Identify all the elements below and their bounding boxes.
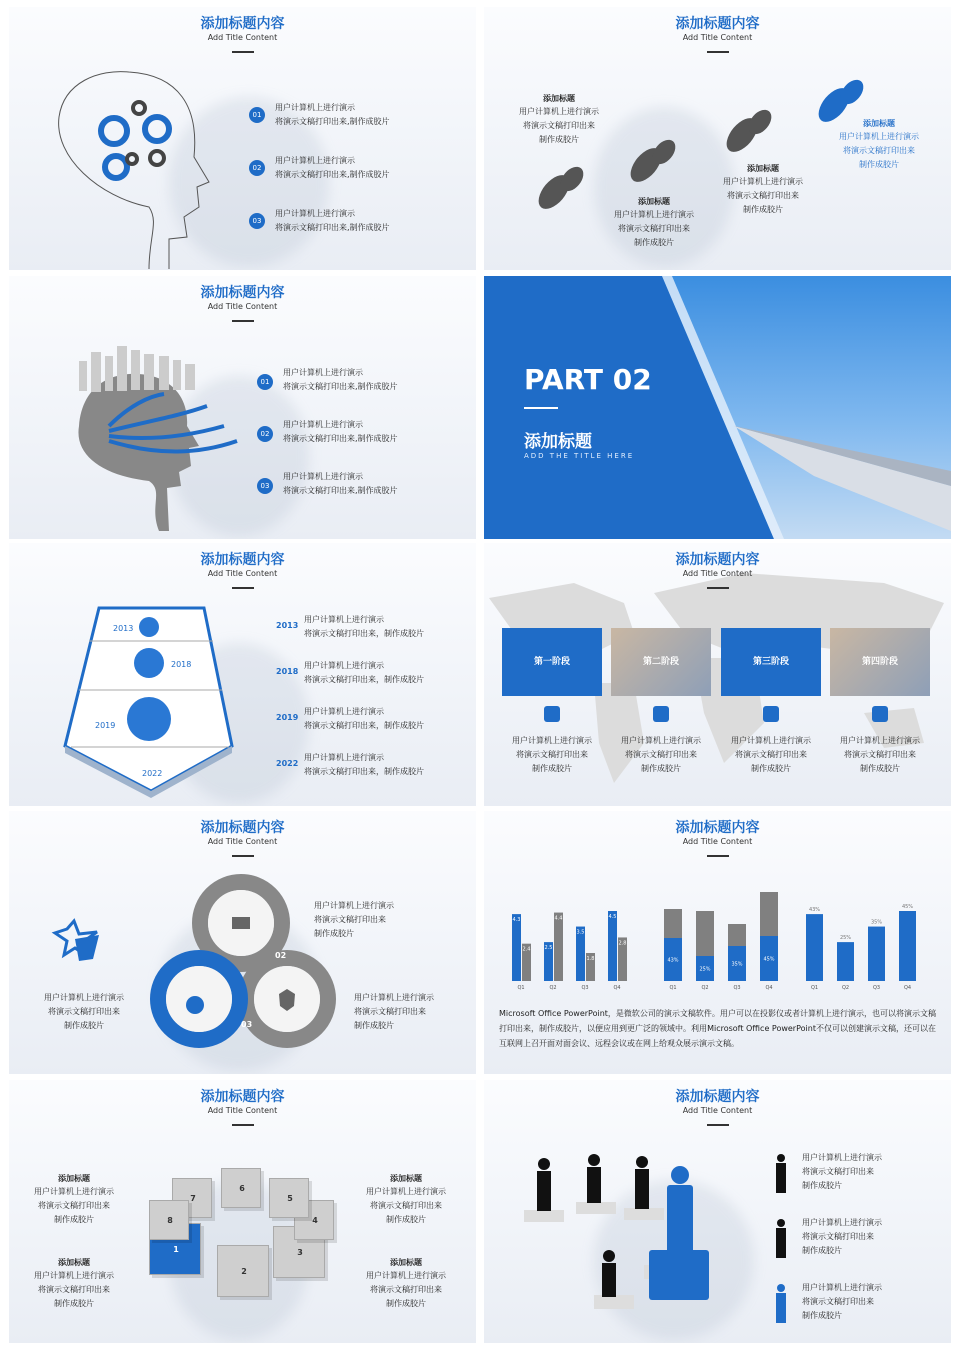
bar <box>760 892 778 936</box>
bar <box>664 909 682 938</box>
step-heading: 添加标题 <box>638 197 670 206</box>
slide-subtitle: Add Title Content <box>682 837 753 846</box>
cube-number: 1 <box>173 1245 179 1254</box>
item-number-badge: 03 <box>257 478 273 494</box>
ring-label: 02 <box>275 951 287 960</box>
funnel-year-label: 2013 <box>113 624 134 633</box>
cube <box>269 1178 309 1218</box>
bar <box>806 914 823 981</box>
cube-number: 8 <box>167 1216 173 1225</box>
funnel-year-label: 2019 <box>95 721 116 730</box>
slide-5[interactable] <box>9 543 476 806</box>
item-text: 用户计算机上进行演示 将演示文稿打印出来,制作成胶片 <box>275 209 390 232</box>
item-number-badge: 01 <box>257 374 273 390</box>
wifi-icon <box>763 706 779 722</box>
item-number-badge: 03 <box>249 213 265 229</box>
step-text: 用户计算机上进行演示 将演示文稿打印出来 制作成胶片 <box>839 132 919 169</box>
tick-label: Q3 <box>733 985 741 991</box>
step-heading: 添加标题 <box>543 94 575 103</box>
block-heading: 添加标题 <box>58 1174 90 1183</box>
data-label: 43% <box>808 907 821 914</box>
item-number-badge: 02 <box>249 160 265 176</box>
tick-label: Q4 <box>613 985 621 991</box>
cube-number: 6 <box>239 1184 245 1193</box>
phase-label: 第三阶段 <box>752 657 789 667</box>
data-label: 4.5 <box>608 914 617 920</box>
item-number-badge: 01 <box>249 107 265 123</box>
slide-1[interactable] <box>9 7 476 270</box>
cube-number: 5 <box>287 1194 293 1203</box>
slide-title: 添加标题内容 <box>200 285 285 301</box>
ring-text: 用户计算机上进行演示 将演示文稿打印出来 制作成胶片 <box>44 993 124 1030</box>
cube-number: 3 <box>297 1248 303 1257</box>
section-title: 添加标题 <box>524 432 592 452</box>
part-underline <box>524 407 558 409</box>
head-gears-graphic <box>9 7 476 270</box>
step-heading: 添加标题 <box>863 119 895 128</box>
data-label: 45% <box>901 904 914 910</box>
phase-label: 第二阶段 <box>642 657 679 667</box>
phase-card[interactable] <box>830 628 930 696</box>
slide-2[interactable] <box>484 7 951 270</box>
money-bag-icon <box>872 706 888 722</box>
cube <box>149 1200 189 1240</box>
cube <box>217 1245 269 1297</box>
slide-subtitle: Add Title Content <box>207 569 278 578</box>
item-text: 用户计算机上进行演示 将演示文稿打印出来,制作成胶片 <box>283 368 398 391</box>
cube-number: 4 <box>312 1216 318 1225</box>
item-text: 用户计算机上进行演示 将演示文稿打印出来,制作成胶片 <box>275 156 390 179</box>
bar <box>868 927 885 981</box>
item-number-badge: 02 <box>257 426 273 442</box>
slide-3[interactable] <box>9 276 476 539</box>
part-label: PART 02 <box>524 363 652 396</box>
bar <box>554 913 563 981</box>
data-label: 2.8 <box>618 940 627 947</box>
step-text: 用户计算机上进行演示 将演示文稿打印出来 制作成胶片 <box>723 177 803 214</box>
tick-label: Q1 <box>669 985 677 991</box>
cube-number: 7 <box>190 1194 196 1203</box>
block-text: 用户计算机上进行演示 将演示文稿打印出来 制作成胶片 <box>34 1187 114 1224</box>
cube-number: 2 <box>241 1267 247 1276</box>
title-underline <box>707 587 729 589</box>
phase-text: 用户计算机上进行演示 将演示文稿打印出来 制作成胶片 <box>840 736 920 773</box>
phase-card[interactable] <box>721 628 821 696</box>
ring-label: 03 <box>241 1020 253 1029</box>
phase-label: 第一阶段 <box>533 657 570 667</box>
description-paragraph: Microsoft Office PowerPoint，是微软公司的演示文稿软件。用户可以在投影仪或者计算机上进行演示，也可以将演示文稿打印出来，制作成胶片，以便应用到更广泛的领域中。利用Microsoft Office PowerPoint不仅可以创建演示文稿，还可以在互联网上召开面对面会议、远程会议或在网上给观众展示演示文稿。 <box>499 1009 936 1048</box>
ring-label: 01 <box>199 958 211 967</box>
timeline-text: 用户计算机上进行演示 将演示文稿打印出来，制作成胶片 <box>304 615 424 638</box>
tick-label: Q2 <box>549 985 557 991</box>
slide-subtitle: Add Title Content <box>207 33 278 42</box>
tick-label: Q4 <box>903 985 912 991</box>
bar-charts <box>484 891 951 1001</box>
data-label: 45% <box>763 956 775 963</box>
slide-4-section-cover[interactable] <box>484 276 951 539</box>
block-heading: 添加标题 <box>58 1258 90 1267</box>
timeline-year: 2019 <box>276 713 299 722</box>
phase-text: 用户计算机上进行演示 将演示文稿打印出来 制作成胶片 <box>621 736 701 773</box>
data-label: 4.4 <box>554 915 563 922</box>
block-text: 用户计算机上进行演示 将演示文稿打印出来 制作成胶片 <box>366 1187 446 1224</box>
figure-text: 用户计算机上进行演示 将演示文稿打印出来 制作成胶片 <box>802 1283 882 1320</box>
data-label: 25% <box>839 935 852 942</box>
step-heading: 添加标题 <box>747 164 779 173</box>
timeline-text: 用户计算机上进行演示 将演示文稿打印出来，制作成胶片 <box>304 661 424 684</box>
timeline-text: 用户计算机上进行演示 将演示文稿打印出来，制作成胶片 <box>304 707 424 730</box>
phase-text: 用户计算机上进行演示 将演示文稿打印出来 制作成胶片 <box>512 736 592 773</box>
slide-subtitle: Add Title Content <box>207 837 278 846</box>
bar <box>512 914 521 981</box>
three-ring-graphic <box>9 811 476 1074</box>
ring-text: 用户计算机上进行演示 将演示文稿打印出来 制作成胶片 <box>354 993 434 1030</box>
title-underline <box>232 1124 254 1126</box>
timeline-year: 2013 <box>276 621 299 630</box>
item-text: 用户计算机上进行演示 将演示文稿打印出来,制作成胶片 <box>275 103 390 126</box>
slide-title: 添加标题内容 <box>200 1089 285 1105</box>
item-text: 用户计算机上进行演示 将演示文稿打印出来,制作成胶片 <box>283 472 398 495</box>
tick-label: Q2 <box>701 985 709 991</box>
bar <box>696 911 714 956</box>
head-arrows-graphic <box>9 276 476 539</box>
slide-subtitle: Add Title Content <box>682 33 753 42</box>
tick-label: Q3 <box>581 985 589 991</box>
item-text: 用户计算机上进行演示 将演示文稿打印出来,制作成胶片 <box>283 420 398 443</box>
bar <box>728 924 746 946</box>
data-label: 4.3 <box>512 917 521 924</box>
data-label: 43% <box>667 957 679 964</box>
timeline-year: 2018 <box>276 667 299 676</box>
data-label: 2.4 <box>522 946 531 953</box>
block-heading: 添加标题 <box>390 1258 422 1267</box>
phase-text: 用户计算机上进行演示 将演示文稿打印出来 制作成胶片 <box>731 736 811 773</box>
step-text: 用户计算机上进行演示 将演示文稿打印出来 制作成胶片 <box>614 210 694 247</box>
phase-label: 第四阶段 <box>861 657 898 667</box>
slide-title: 添加标题内容 <box>675 16 760 32</box>
block-heading: 添加标题 <box>390 1174 422 1183</box>
slide-7[interactable] <box>9 811 476 1074</box>
slide-8[interactable] <box>484 811 951 1074</box>
people-icon <box>544 706 560 722</box>
tick-label: Q2 <box>841 985 850 991</box>
data-label: 2.5 <box>544 945 553 952</box>
slide-title: 添加标题内容 <box>200 820 285 836</box>
ring-text: 用户计算机上进行演示 将演示文稿打印出来 制作成胶片 <box>314 901 394 938</box>
phase-card[interactable] <box>611 628 711 696</box>
tick-label: Q4 <box>765 985 773 991</box>
building-icon <box>653 706 669 722</box>
slide-title: 添加标题内容 <box>200 16 285 32</box>
bar <box>899 911 916 981</box>
slide-subtitle: Add Title Content <box>207 1106 278 1115</box>
slide-6[interactable] <box>484 543 951 806</box>
block-text: 用户计算机上进行演示 将演示文稿打印出来 制作成胶片 <box>366 1271 446 1308</box>
bar <box>608 911 617 981</box>
step-text: 用户计算机上进行演示 将演示文稿打印出来 制作成胶片 <box>519 107 599 144</box>
data-label: 35% <box>731 961 743 968</box>
slide-title: 添加标题内容 <box>675 1089 760 1105</box>
figure-text: 用户计算机上进行演示 将演示文稿打印出来 制作成胶片 <box>802 1218 882 1255</box>
data-label: 35% <box>870 919 883 926</box>
phase-card[interactable] <box>502 628 602 696</box>
slide-subtitle: Add Title Content <box>682 1106 753 1115</box>
slide-title: 添加标题内容 <box>675 552 760 568</box>
slide-title: 添加标题内容 <box>675 820 760 836</box>
slide-subtitle: Add Title Content <box>207 302 278 311</box>
bar <box>837 942 854 981</box>
figure-text: 用户计算机上进行演示 将演示文稿打印出来 制作成胶片 <box>802 1153 882 1190</box>
block-text: 用户计算机上进行演示 将演示文稿打印出来 制作成胶片 <box>34 1271 114 1308</box>
data-label: 25% <box>699 966 711 973</box>
cube <box>221 1168 261 1208</box>
funnel-year-label: 2022 <box>142 769 163 778</box>
data-label: 3.5 <box>576 929 585 936</box>
slide-title: 添加标题内容 <box>200 552 285 568</box>
slide-10[interactable] <box>484 1080 951 1343</box>
tick-label: Q1 <box>517 985 525 991</box>
title-underline <box>707 855 729 857</box>
slide-9[interactable] <box>9 1080 476 1343</box>
tick-label: Q3 <box>872 985 881 991</box>
timeline-year: 2022 <box>276 759 299 768</box>
slide-subtitle: Add Title Content <box>682 569 753 578</box>
data-label: 1.8 <box>586 956 595 962</box>
tick-label: Q1 <box>810 985 819 991</box>
timeline-text: 用户计算机上进行演示 将演示文稿打印出来，制作成胶片 <box>304 753 424 776</box>
funnel-year-label: 2018 <box>171 660 192 669</box>
section-subtitle: ADD THE TITLE HERE <box>524 452 635 460</box>
